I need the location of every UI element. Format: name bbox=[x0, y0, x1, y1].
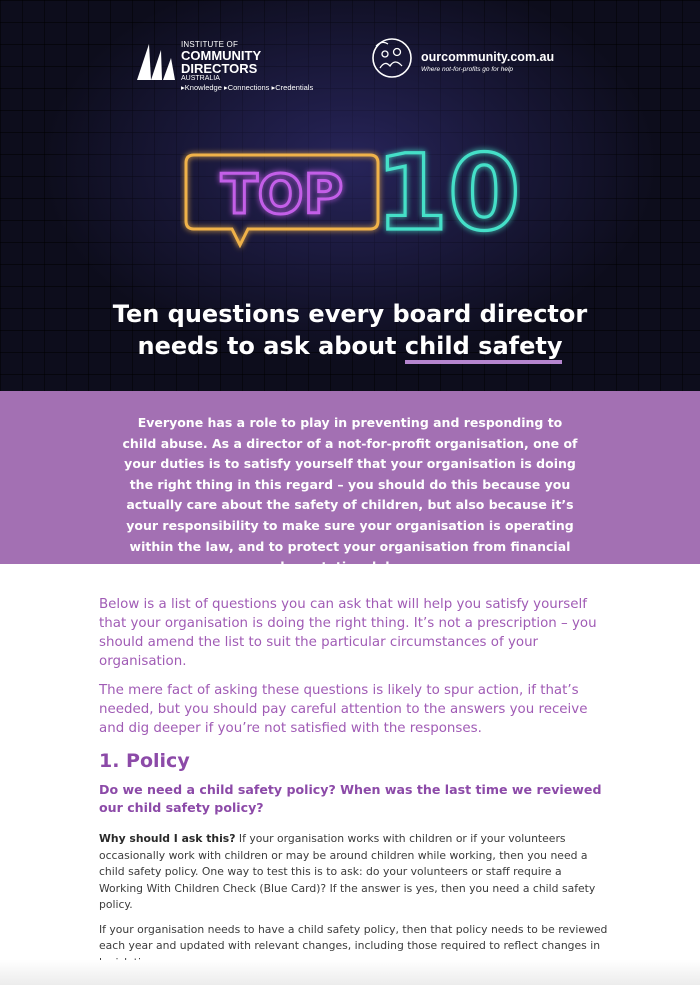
why-text: If your organisation works with children or if your volunteers occasionally work with children or may be around children while working, then you need a child safety policy. One way to test this is to ask: do your volunteers or staff require a Working With Children Check (Blue Card)? If the answer is yes, then you need a child safety policy. bbox=[99, 832, 596, 911]
intro-text: Everyone has a role to play in preventing and responding to child abuse. As a director of a not-for-profit organisation, one of your duties is to satisfy yourself that your organisation is doing the right thing in this regard – you should do this because you actually care about the safety of children, but also because it’s your responsibility to make sure your organisation is operating within the law, and to protect your organisation from financial and reputational damage. bbox=[122, 415, 578, 575]
icd-logo[interactable] bbox=[135, 36, 335, 92]
review-paragraph: If your organisation needs to have a child safety policy, then that policy needs to be reviewed each year and updated with relevant changes, including those required to reflect changes in bbox=[99, 922, 608, 952]
neon-word-top: TOP bbox=[220, 163, 344, 226]
ourcommunity-circle-icon bbox=[368, 36, 416, 80]
neon-number-10: 10 bbox=[375, 135, 520, 254]
page-title-line2-prefix: needs to ask about bbox=[137, 332, 405, 360]
section-question: Do we need a child safety policy? When was the last time we reviewed our child safety policy? bbox=[99, 782, 602, 815]
icd-logo-line2: COMMUNITY DIRECTORS bbox=[181, 48, 261, 76]
lead-paragraph-2: The mere fact of asking these questions is likely to spur action, if that’s needed, but you should pay careful attention to the answers you receive and dig deeper if you’re not satisfied with the responses. bbox=[99, 683, 588, 736]
why-paragraph bbox=[99, 831, 609, 914]
section-heading: 1. Policy bbox=[99, 750, 190, 772]
icd-logo-text bbox=[181, 40, 335, 92]
ourcommunity-tagline: Where not-for-profits go for help bbox=[421, 66, 514, 73]
main-content bbox=[99, 595, 609, 979]
ourcommunity-logo[interactable] bbox=[368, 36, 578, 81]
why-label: Why should I ask this? bbox=[99, 832, 236, 845]
page-title-highlight: child safety bbox=[405, 332, 563, 364]
page-bottom-edge bbox=[0, 960, 700, 985]
ourcommunity-domain: ourcommunity.com.au bbox=[421, 50, 555, 64]
hero-banner bbox=[0, 0, 700, 391]
intro-band bbox=[0, 391, 700, 575]
page-title-line2 bbox=[0, 330, 700, 362]
neon-top10-sign bbox=[180, 135, 520, 255]
icd-logo-line3: AUSTRALIA bbox=[181, 75, 220, 82]
page-title-line1: Ten questions every board director bbox=[112, 300, 588, 328]
lead-paragraph-1: Below is a list of questions you can ask that will help you satisfy yourself that your organisation is doing the right thing. It’s not a prescription – you should amend the list to suit the particular circumstances of your organisation. bbox=[99, 597, 597, 669]
ourcommunity-logo-text bbox=[421, 50, 554, 73]
icd-logo-line1: INSTITUTE OF bbox=[181, 40, 239, 49]
page-title bbox=[0, 298, 700, 362]
sails-icon bbox=[135, 36, 179, 82]
icd-logo-tagline: ▸Knowledge ▸Connections ▸Credentials bbox=[181, 83, 314, 92]
